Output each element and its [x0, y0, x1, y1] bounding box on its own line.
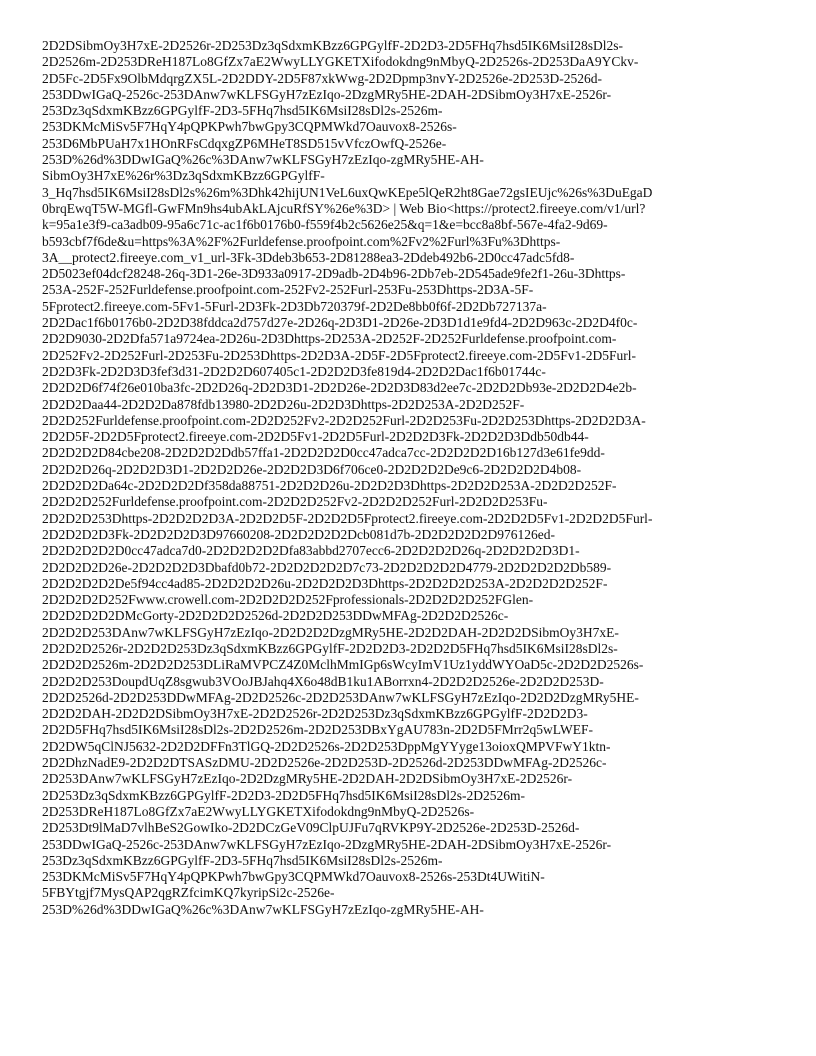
text-line: 2D253DAnw7wKLFSGyH7zEzIqo-2D2DzgMRy5HE-2D2DAH-2D2DSibmOy3H7xE-2D2526r- — [42, 771, 573, 787]
text-line: 2D2D2D253DoupdUqZ8sgwub3VOoJBJahq4X6o48dB1ku1ABorrxn4-2D2D2D2526e-2D2D2D253D- — [42, 673, 604, 689]
text-line: 2D2D2D252Furldefense.proofpoint.com-2D2D2D252Fv2-2D2D2D252Furl-2D2D2D253Fu- — [42, 494, 548, 510]
text-line: 2D252Fv2-2D252Furl-2D253Fu-2D253Dhttps-2D2D3A-2D5F-2D5Fprotect2.fireeye.com-2D5Fv1-2D5Furl- — [42, 347, 636, 363]
text-line: 2D2D2D2D84cbe208-2D2D2D2Ddb57ffa1-2D2D2D2D0cc47adca7cc-2D2D2D2D16b127d3e61fe9dd- — [42, 445, 605, 461]
text-line: 2D2DhzNadE9-2D2D2DTSASzDMU-2D2D2526e-2D2D253D-2D2526d-2D253DDwMFAg-2D2526c- — [42, 755, 607, 771]
text-line: 2D2D2D2D2De5f94cc4ad85-2D2D2D2D26u-2D2D2D2D3Dhttps-2D2D2D2D253A-2D2D2D2D252F- — [42, 575, 608, 591]
text-line: 2D2D2D253DAnw7wKLFSGyH7zEzIqo-2D2D2D2DzgMRy5HE-2D2D2DAH-2D2D2DSibmOy3H7xE- — [42, 624, 619, 640]
text-line: 2D5023ef04dcf28248-26q-3D1-26e-3D933a0917-2D9adb-2D4b96-2Db7eb-2D545ade9fe2f1-26u-3Dhttps- — [42, 266, 626, 282]
text-line: 2D2D252Furldefense.proofpoint.com-2D2D252Fv2-2D2D252Furl-2D2D253Fu-2D2D253Dhttps-2D2D2D3A- — [42, 412, 646, 428]
text-line: 253DKMcMiSv5F7HqY4pQPKPwh7bwGpy3CQPMWkd7Oauvox8-2526s-253Dt4UWitiN- — [42, 869, 545, 885]
text-line: 5Fprotect2.fireeye.com-5Fv1-5Furl-2D3Fk-2D3Db720379f-2D2De8bb0f6f-2D2Db727137a- — [42, 298, 547, 314]
text-line: 2D2D5FHq7hsd5IK6MsiI28sDl2s-2D2D2526m-2D2D253DBxYgAU783n-2D2D5FMrr2q5wLWEF- — [42, 722, 593, 738]
text-line: 253D%26d%3DDwIGaQ%26c%3DAnw7wKLFSGyH7zEzIqo-zgMRy5HE-AH- — [42, 901, 484, 917]
text-line: 2D2D2D2D2D0cc47adca7d0-2D2D2D2D2Dfa83abbd2707ecc6-2D2D2D2D26q-2D2D2D2D3D1- — [42, 543, 580, 559]
text-line: 2D2DW5qClNJ5632-2D2D2DFFn3TlGQ-2D2D2526s-2D2D253DppMgYYyge13oioxQMPVFwY1ktn- — [42, 738, 611, 754]
text-line: 2D2Dac1f6b0176b0-2D2D38fddca2d757d27e-2D26q-2D3D1-2D26e-2D3D1d1e9fd4-2D2D963c-2D2D4f0c- — [42, 315, 638, 331]
text-line: 2D2D2Daa44-2D2D2Da878fdb13980-2D2D26u-2D2D3Dhttps-2D2D253A-2D2D252F- — [42, 396, 525, 412]
text-line: 2D2D2D2526m-2D2D2D253DLiRaMVPCZ4Z0MclhMmIGp6sWcyImV1Uz1yddWYOaD5c-2D2D2D2526s- — [42, 657, 644, 673]
text-line: 253DDwIGaQ-2526c-253DAnw7wKLFSGyH7zEzIqo-2DzgMRy5HE-2DAH-2DSibmOy3H7xE-2526r- — [42, 86, 612, 102]
text-line: 2D2D2DAH-2D2D2DSibmOy3H7xE-2D2D2526r-2D2D253Dz3qSdxmKBzz6GPGylfF-2D2D2D3- — [42, 706, 588, 722]
text-line: 253DDwIGaQ-2526c-253DAnw7wKLFSGyH7zEzIqo-2DzgMRy5HE-2DAH-2DSibmOy3H7xE-2526r- — [42, 836, 612, 852]
text-line: 2D2D9030-2D2Dfa571a9724ea-2D26u-2D3Dhttps-2D253A-2D252F-2D252Furldefense.proofpoint.com- — [42, 331, 617, 347]
text-line: 2D2D3Fk-2D2D3D3fef3d31-2D2D2D607405c1-2D2D2D3fe819d4-2D2D2Dac1f6b01744c- — [42, 363, 546, 379]
text-line: 2D2D2D2Da64c-2D2D2D2Df358da88751-2D2D2D26u-2D2D2D3Dhttps-2D2D2D253A-2D2D2D252F- — [42, 478, 617, 494]
text-line: 2D2D2D26q-2D2D2D3D1-2D2D2D26e-2D2D2D3D6f706ce0-2D2D2D2De9c6-2D2D2D2D4b08- — [42, 461, 582, 477]
text-line: 2D5Fc-2D5Fx9OlbMdqrgZX5L-2D2DDY-2D5F87xkWwg-2D2Dpmp3nvY-2D2526e-2D253D-2526d- — [42, 70, 602, 86]
text-line: 2D2D2D2D2DMcGorty-2D2D2D2D2526d-2D2D2D253DDwMFAg-2D2D2D2526c- — [42, 608, 509, 624]
text-line: 2D2D2D6f74f26e010ba3fc-2D2D26q-2D2D3D1-2D2D26e-2D2D3D83d2ee7c-2D2D2Db93e-2D2D2D4e2b- — [42, 380, 637, 396]
text-line: 3_Hq7hsd5IK6MsiI28sDl2s%26m%3Dhk42hijUN1VeL6uxQwKEpe5lQeR2ht8Gae72gsIEUjc%26s%3DuEgaD — [42, 184, 653, 200]
text-line: 2D2D2D2D3Fk-2D2D2D2D3D97660208-2D2D2D2D2Dcb081d7b-2D2D2D2D2D976126ed- — [42, 526, 555, 542]
text-line: 3A__protect2.fireeye.com_v1_url-3Fk-3Ddeb3b653-2D81288ea3-2Ddeb492b6-2D0cc47adc5fd8- — [42, 249, 575, 265]
text-line: 253DKMcMiSv5F7HqY4pQPKPwh7bwGpy3CQPMWkd7Oauvox8-2526s- — [42, 119, 457, 135]
text-line: 253D%26d%3DDwIGaQ%26c%3DAnw7wKLFSGyH7zEzIqo-zgMRy5HE-AH- — [42, 152, 484, 168]
text-line — [42, 918, 776, 934]
text-line: 2D2D2D253Dhttps-2D2D2D2D3A-2D2D2D5F-2D2D2D5Fprotect2.fireeye.com-2D2D2D5Fv1-2D2D2D5Furl- — [42, 510, 653, 526]
text-line: 253Dz3qSdxmKBzz6GPGylfF-2D3-5FHq7hsd5IK6MsiI28sDl2s-2526m- — [42, 852, 443, 868]
text-line: 2D253Dt9lMaD7vlhBeS2GowIko-2D2DCzGeV09ClpUJFu7qRVKP9Y-2D2526e-2D253D-2526d- — [42, 820, 580, 836]
text-line: 2D2D2D2526r-2D2D2D253Dz3qSdxmKBzz6GPGylfF-2D2D2D3-2D2D2D5FHq7hsd5IK6MsiI28sDl2s- — [42, 640, 618, 656]
text-line: 2D2D2D2D26e-2D2D2D2D3Dbafd0b72-2D2D2D2D2D7c73-2D2D2D2D2D4779-2D2D2D2D2Db589- — [42, 559, 612, 575]
text-line: 0brqEwqT5W-MGfl-GwFMn9hs4ubAkLAjcuRfSY%26e%3D> | Web Bio<https://protect2.fireeye.com/v1/url? — [42, 200, 646, 216]
text-line: SibmOy3H7xE%26r%3Dz3qSdxmKBzz6GPGylfF- — [42, 168, 325, 184]
text-line: 2D2D2526d-2D2D253DDwMFAg-2D2D2526c-2D2D253DAnw7wKLFSGyH7zEzIqo-2D2D2DzgMRy5HE- — [42, 689, 639, 705]
text-line: 2D2D2D2D252Fwww.crowell.com-2D2D2D2D252Fprofessionals-2D2D2D2D252FGlen- — [42, 592, 534, 608]
text-line: 2D253Dz3qSdxmKBzz6GPGylfF-2D2D3-2D2D5FHq7hsd5IK6MsiI28sDl2s-2D2526m- — [42, 787, 525, 803]
text-line: 5FBYtgjf7MysQAP2qgRZfcimKQ7kyripSi2c-2526e- — [42, 885, 335, 901]
text-line: 253Dz3qSdxmKBzz6GPGylfF-2D3-5FHq7hsd5IK6MsiI28sDl2s-2526m- — [42, 103, 443, 119]
text-line: 253D6MbPUaH7x1HOnRFsCdqxgZP6MHeT8SD515vVfczOwfQ-2526e- — [42, 135, 447, 151]
text-line: k=95a1e3f9-ca3adb09-95a6c71c-ac1f6b0176b0-f559f4b2c5626e25&q=1&e=bcc8a8bf-567e-4fa2-9d69- — [42, 217, 608, 233]
text-line: 2D2DSibmOy3H7xE-2D2526r-2D253Dz3qSdxmKBzz6GPGylfF-2D2D3-2D5FHq7hsd5IK6MsiI28sDl2s- — [42, 38, 623, 53]
text-line: 253A-252F-252Furldefense.proofpoint.com-252Fv2-252Furl-253Fu-253Dhttps-2D3A-5F- — [42, 282, 534, 298]
text-line: 2D2D5F-2D2D5Fprotect2.fireeye.com-2D2D5Fv1-2D2D5Furl-2D2D2D3Fk-2D2D2D3Ddb50db44- — [42, 429, 589, 445]
text-line: 2D253DReH187Lo8GfZx7aE2WwyLLYGKETXifodokdng9nMbyQ-2D2526s- — [42, 803, 475, 819]
text-line: 2D2526m-2D253DReH187Lo8GfZx7aE2WwyLLYGKETXifodokdng9nMbyQ-2D2526s-2D253DaA9YCkv- — [42, 54, 639, 70]
text-line: b593cbf7f6de&u=https%3A%2F%2Furldefense.proofpoint.com%2Fv2%2Furl%3Fu%3Dhttps- — [42, 233, 561, 249]
